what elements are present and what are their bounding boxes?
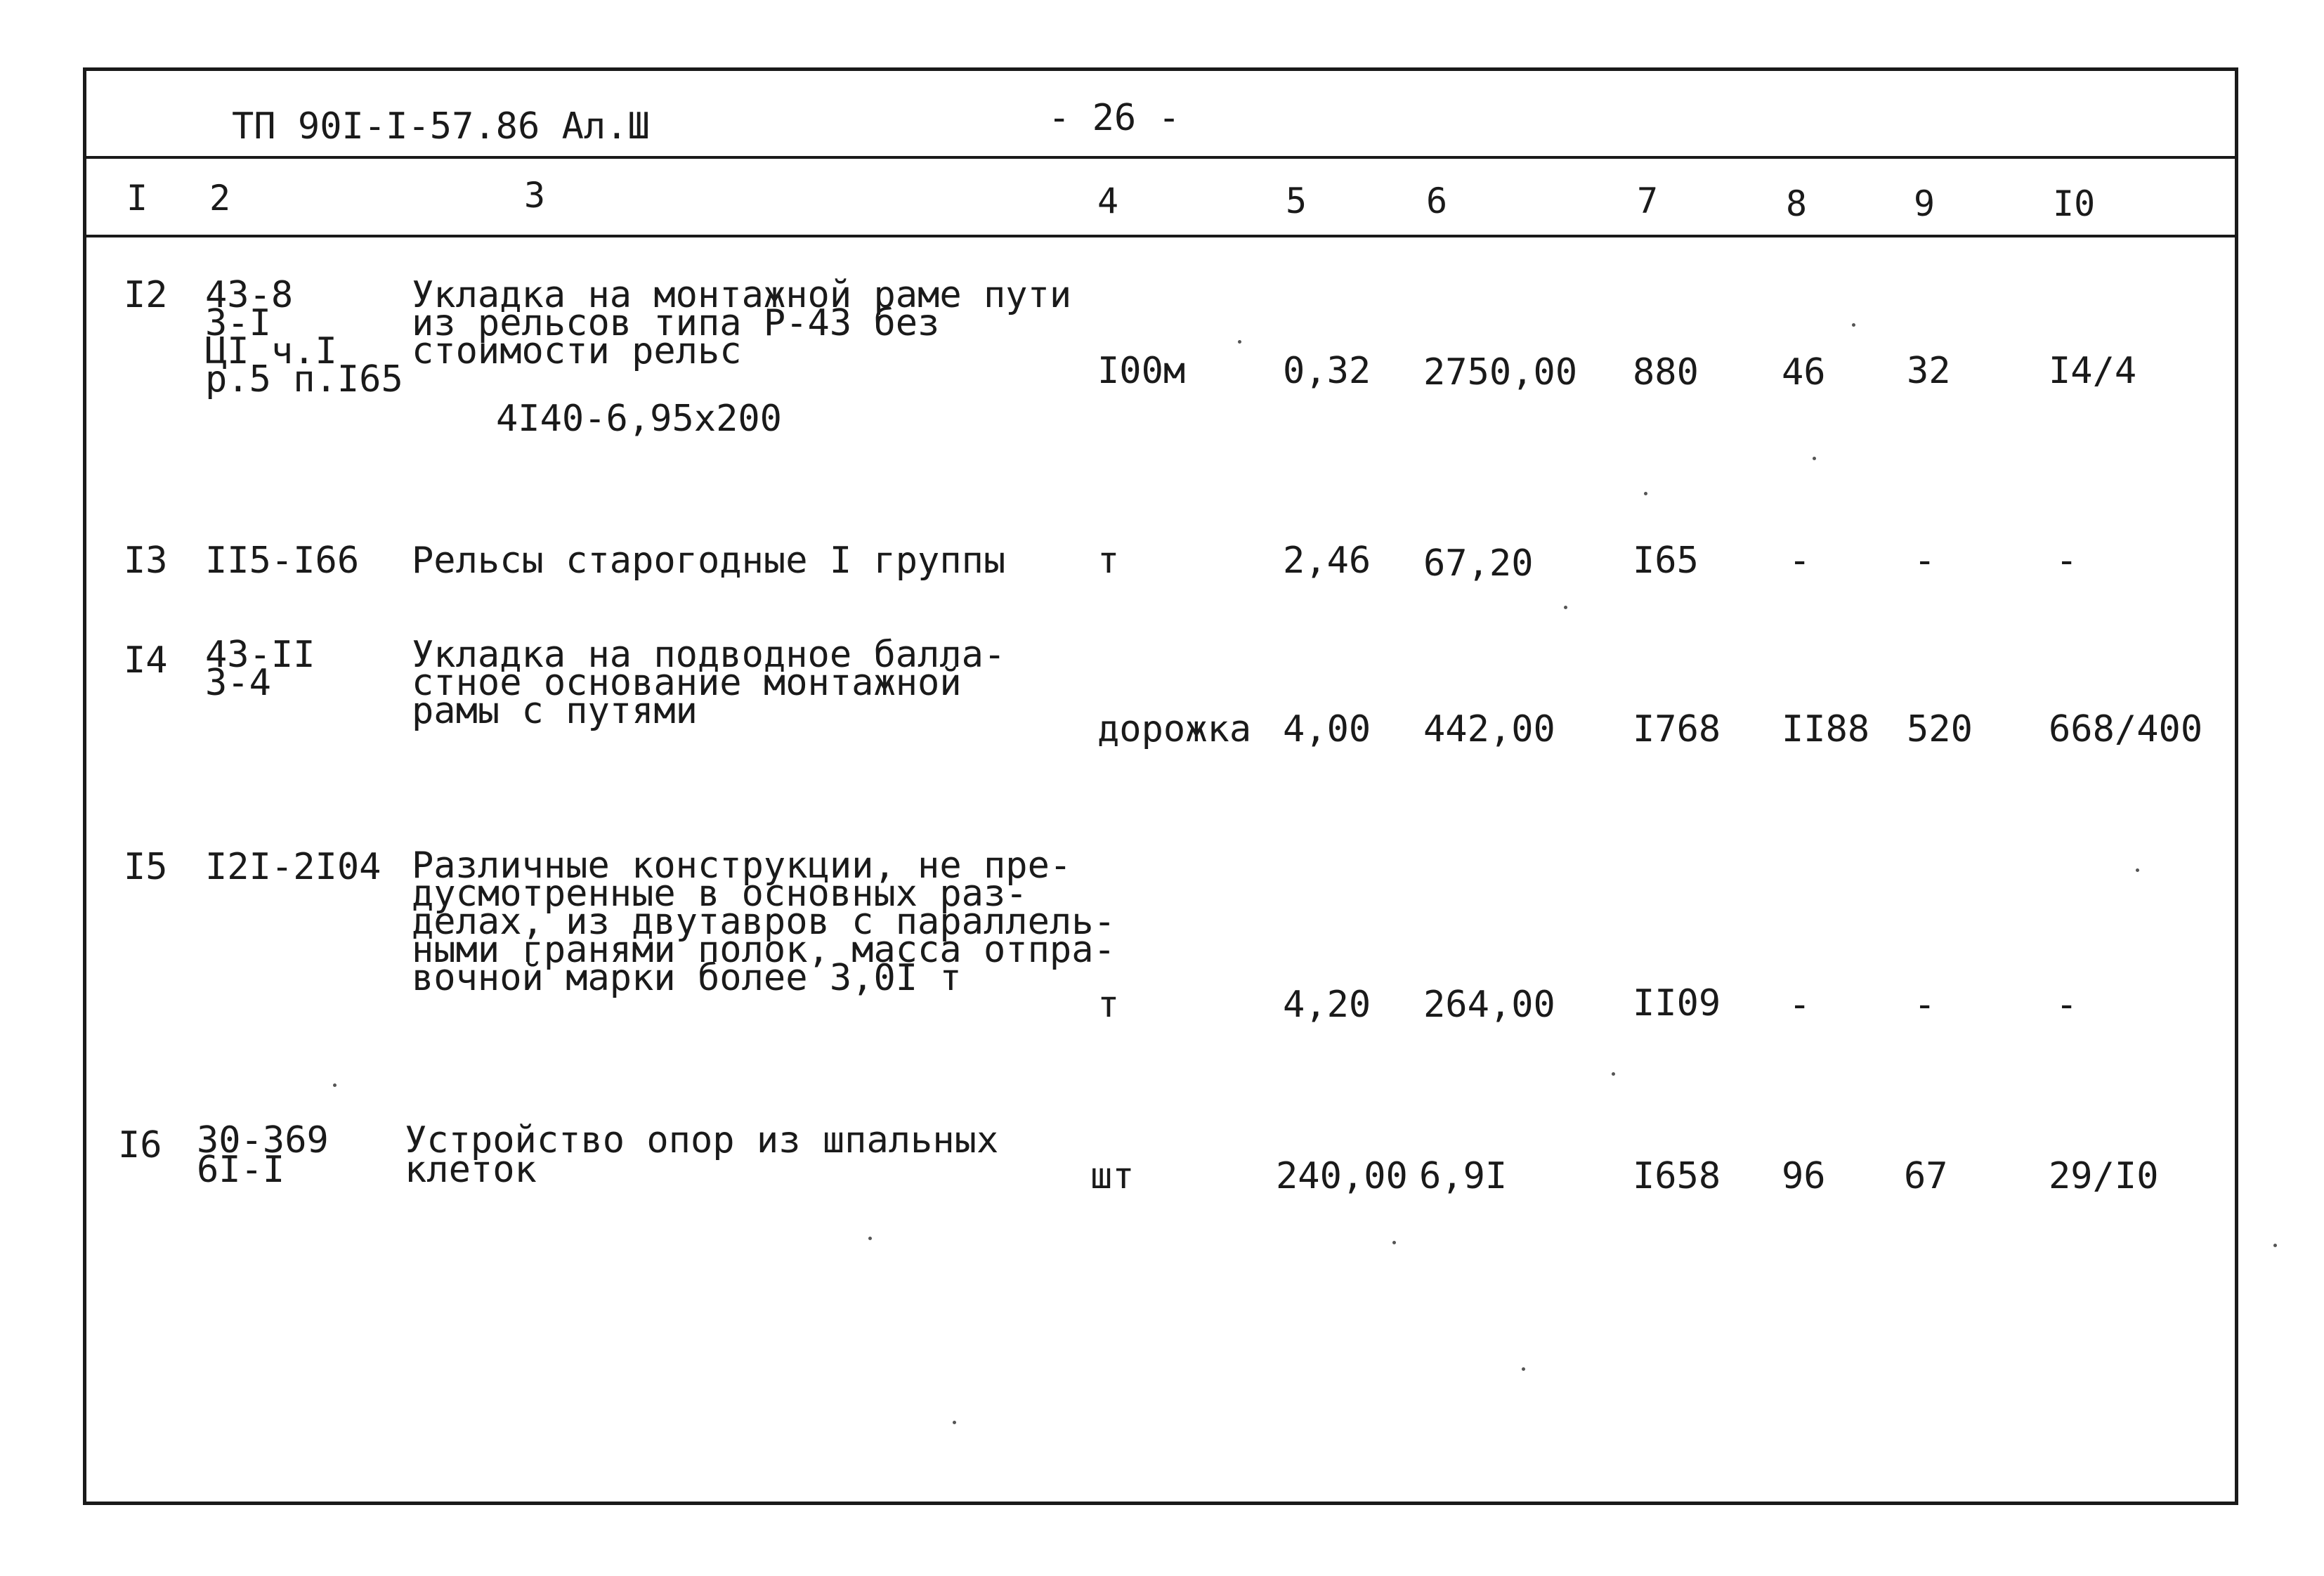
column-9-value: -	[1914, 984, 1936, 1026]
column-9-value: -	[1914, 540, 1936, 582]
unit: дорожка	[1097, 708, 1252, 750]
scan-speck	[1564, 606, 1567, 609]
unit-price: 2750,00	[1423, 351, 1578, 393]
column-8-value: II88	[1782, 708, 1870, 750]
unit-price: 67,20	[1423, 542, 1534, 585]
work-description: Укладка на подводное балла- стное основание монтажной рамы с путями	[412, 634, 1006, 732]
row-number: I6	[118, 1124, 162, 1166]
page-number: - 26 -	[1048, 97, 1180, 139]
unit: I00м	[1097, 350, 1186, 392]
unit-price: 6,9I	[1419, 1155, 1508, 1197]
unit: т	[1097, 540, 1120, 582]
dimension-note: 4I40-6,95х200	[496, 398, 782, 440]
work-description: Различные конструкции, не пре- дусмотренные в основных раз- делах, из двутавров с параллель- ными гранями полок, масса отпра- вочной марки более 3,0I т	[412, 845, 1116, 999]
norm-code: 43-II 3-4	[205, 634, 315, 704]
total-cost: I658	[1633, 1155, 1721, 1197]
quantity: 2,46	[1283, 540, 1371, 582]
norm-code: I2I-2I04	[205, 846, 381, 888]
scan-speck	[1813, 457, 1816, 460]
unit: т	[1097, 984, 1120, 1026]
norm-code: 30-369 6I-I	[197, 1119, 329, 1191]
total-cost: I768	[1633, 708, 1721, 750]
column-header-5: 5	[1286, 181, 1307, 221]
work-description: Укладка на монтажной раме пути из рельсов типа Р-43 без стоимости рельс	[412, 274, 1072, 372]
scan-speck	[1238, 340, 1241, 344]
scan-speck	[953, 1421, 956, 1424]
row-number: I4	[124, 639, 168, 682]
column-8-value: -	[1789, 540, 1811, 582]
quantity: 240,00	[1276, 1155, 1408, 1197]
scan-speck	[333, 1083, 337, 1087]
scan-speck	[2273, 1244, 2277, 1247]
column-8-value: -	[1789, 984, 1811, 1026]
column-9-value: 32	[1907, 350, 1951, 392]
scan-speck	[1522, 1367, 1525, 1371]
column-header-7: 7	[1637, 181, 1659, 221]
unit-price: 264,00	[1423, 984, 1555, 1026]
column-header-6: 6	[1426, 181, 1448, 221]
document-code: ТП 90I-I-57.86 Ал.Ш	[232, 105, 650, 148]
column-header-rule	[86, 235, 2237, 237]
column-10-value: -	[2056, 984, 2078, 1026]
column-header-9: 9	[1914, 183, 1935, 224]
quantity: 0,32	[1283, 350, 1371, 392]
row-number: I2	[124, 274, 168, 316]
column-header-8: 8	[1786, 183, 1808, 224]
column-10-value: I4/4	[2049, 350, 2137, 392]
column-10-value: 668/400	[2049, 708, 2203, 750]
column-10-value: 29/I0	[2049, 1155, 2159, 1197]
scan-speck	[1392, 1241, 1396, 1244]
unit: шт	[1090, 1155, 1135, 1197]
table-frame	[83, 67, 2238, 1505]
scan-speck	[1852, 323, 1855, 327]
norm-code: 43-8 3-I ЦI ч.I р.5 п.I65	[205, 274, 403, 400]
unit-price: 442,00	[1423, 708, 1555, 750]
row-number: I5	[124, 846, 168, 888]
header-rule	[86, 156, 2237, 159]
total-cost: 880	[1633, 351, 1699, 393]
column-header-2: 2	[209, 178, 231, 219]
column-8-value: 46	[1782, 351, 1826, 393]
row-number: I3	[124, 540, 168, 582]
column-8-value: 96	[1782, 1155, 1826, 1197]
work-description: Устройство опор из шпальных клеток	[405, 1119, 999, 1191]
scan-speck	[2136, 868, 2139, 872]
scan-speck	[1612, 1072, 1615, 1076]
column-9-value: 67	[1904, 1155, 1948, 1197]
scan-speck	[1644, 492, 1647, 495]
column-10-value: -	[2056, 540, 2078, 582]
column-header-3: 3	[524, 175, 546, 216]
quantity: 4,20	[1283, 984, 1371, 1026]
quantity: 4,00	[1283, 708, 1371, 750]
norm-code: II5-I66	[205, 540, 360, 582]
column-header-1: I	[126, 178, 148, 219]
work-description: Рельсы старогодные I группы	[412, 540, 1006, 582]
total-cost: I65	[1633, 540, 1699, 582]
scan-speck	[868, 1237, 872, 1240]
column-header-10: I0	[2053, 183, 2096, 224]
total-cost: II09	[1633, 982, 1721, 1024]
column-9-value: 520	[1907, 708, 1973, 750]
column-header-4: 4	[1097, 181, 1119, 221]
